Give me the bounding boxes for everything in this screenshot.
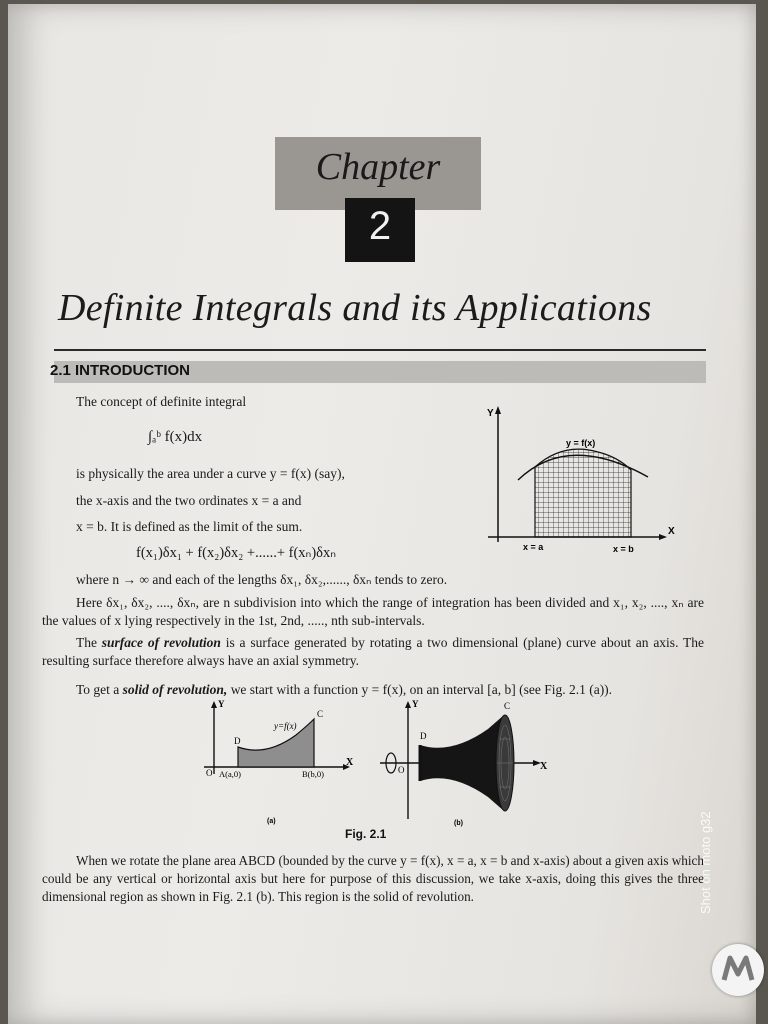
fig-b-y-label: Y	[412, 699, 419, 709]
fig-a-curve-label: y=f(x)	[274, 721, 297, 731]
book-page	[8, 4, 756, 1024]
fig-a-x-label: X	[346, 757, 354, 768]
integral-expression: ∫ₐᵇ f(x)dx	[148, 429, 203, 445]
fig-a-point-a: A(a,0)	[219, 769, 241, 779]
fig-b-y-arrow-icon	[405, 701, 411, 708]
paragraph-rotation: When we rotate the plane area ABCD (bounded by the curve y = f(x), x = a, x = b and x-axis) about a given axis which could be any vertical or horizontal axis but here for purpose of this discussion, we take x-axis, doing this gives the three dimensional region as shown in Fig. 2.1 (b). This region is the solid of revolution.	[42, 853, 705, 904]
camera-watermark: Shot on moto g32	[698, 811, 713, 914]
intro-line-1: The concept of definite integral	[76, 394, 247, 409]
figure-b	[376, 699, 556, 829]
fig-a-y-label: Y	[218, 699, 225, 709]
fig-b-origin: O	[398, 765, 405, 775]
chapter-number: 2	[368, 204, 392, 248]
curve-label: y = f(x)	[566, 438, 596, 448]
intro-line-4: x = b. It is defined as the limit of the sum.	[76, 519, 303, 534]
fig-a-point-b: B(b,0)	[302, 769, 324, 779]
p3-prefix: To get a	[76, 682, 123, 697]
a-label: x = a	[523, 542, 544, 552]
fig-a-caption: (a)	[267, 818, 276, 825]
p3-suffix: we start with a function y = f(x), on an interval [a, b] (see Fig. 2.1 (a)).	[227, 682, 613, 697]
x-axis-label: X	[668, 526, 675, 537]
y-axis-label: Y	[487, 408, 494, 419]
intro-line-3: the x-axis and the two ordinates x = a and	[76, 493, 302, 508]
p2-prefix: The	[76, 635, 102, 650]
paragraph-solid	[42, 681, 704, 699]
intro-line-2: is physically the area under a curve y = f(x) (say),	[76, 466, 345, 481]
motorola-logo-icon	[712, 944, 764, 996]
p2-suffix: is a surface generated by rotating a two dimensional (plane) curve about an axis. The resulting surface therefore always have an axial symmetry.	[42, 635, 704, 668]
y-arrow-icon	[495, 406, 501, 414]
fig-b-c-label: C	[504, 701, 511, 711]
riemann-sum: f(x₁)δx₁ + f(x₂)δx₂ +......+ f(xₙ)δxₙ	[136, 545, 337, 561]
fig-b-caption: (b)	[454, 820, 463, 827]
section-heading: 2.1 INTRODUCTION	[50, 362, 191, 379]
paragraph-subdivisions: Here δx₁, δx₂, ...., δxₙ, are n subdivision into which the range of integration has been divided and x₁, x₂, ...., xₙ are the values of x lying respectively in the 1st, 2nd, ....., nth sub-intervals.	[42, 595, 704, 628]
title-rule	[54, 349, 706, 351]
figure-caption: Fig. 2.1	[345, 827, 387, 841]
figure-a	[196, 699, 366, 829]
chapter-title: Definite Integrals and its Applications	[58, 287, 652, 329]
b-label: x = b	[613, 544, 634, 552]
paragraph-surface	[42, 634, 704, 670]
p3-emphasis: solid of revolution,	[122, 682, 228, 697]
fig-a-d-label: D	[234, 736, 241, 746]
p2-emphasis: surface of revolution	[101, 635, 221, 650]
fig-a-y-arrow-icon	[211, 701, 217, 708]
fig-a-origin: O	[206, 768, 213, 778]
fig-b-x-label: X	[540, 761, 548, 772]
area-under-curve-figure	[478, 402, 678, 552]
chapter-number-box	[345, 198, 415, 262]
fig-a-c-label: C	[317, 709, 324, 719]
x-arrow-icon	[659, 534, 667, 540]
fig-b-d-label: D	[420, 731, 427, 741]
chapter-word: Chapter	[315, 146, 441, 188]
intro-line-5: where n → ∞ and each of the lengths δx₁, δx₂,......, δxₙ tends to zero.	[76, 572, 448, 587]
